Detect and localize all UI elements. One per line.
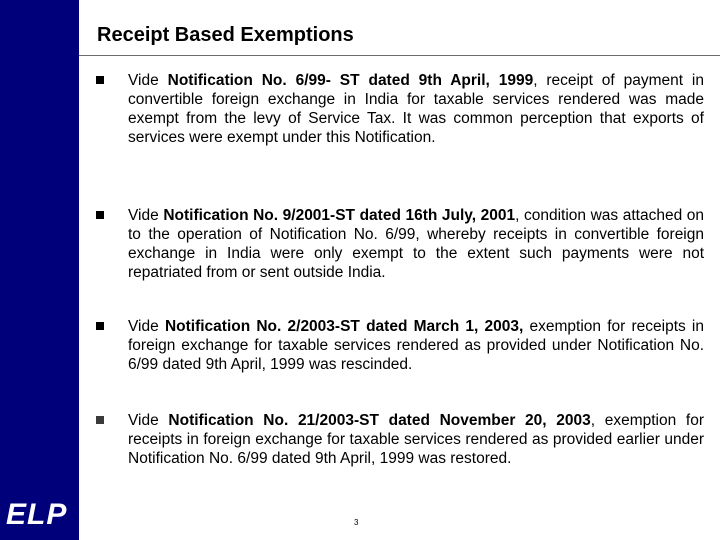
bullet-lead: Vide (128, 412, 169, 429)
square-bullet-icon (96, 211, 104, 219)
slide-title: Receipt Based Exemptions (97, 24, 354, 46)
page-number: 3 (354, 518, 359, 527)
bullet-lead: Vide (128, 318, 165, 335)
bullet-text: , exemption for receipts in foreign exchange for taxable services rendered as provided earlier under Notification No. 6/99 dated 9th April, 1999 was restored. (128, 412, 704, 467)
bullet-item (96, 71, 704, 206)
notification-reference: Notification No. 6/99- ST dated 9th April, 1999 (167, 72, 534, 89)
bullet-item (96, 317, 704, 411)
bullet-item (96, 411, 704, 491)
elp-logo: ELP (6, 498, 68, 531)
bullet-lead: Vide (128, 72, 168, 89)
bullet-list (96, 71, 704, 491)
title-divider (79, 55, 720, 56)
bullet-text: , receipt of payment in convertible foreign exchange in India for taxable services rendered was made exempt from the levy of Service Tax. It was common perception that exports of services were exempt under this Notification. (128, 72, 704, 146)
bullet-text: , condition was attached on to the operation of Notification No. 6/99, whereby receipts in convertible foreign exchange in India were only exempt to the extent such payments were not repatriated from or sent outside India. (128, 207, 704, 281)
bullet-item (96, 206, 704, 317)
side-bar (0, 0, 79, 540)
bullet-lead: Vide (128, 207, 164, 224)
notification-reference: Notification No. 21/2003-ST dated November 20, 2003 (168, 412, 591, 429)
square-bullet-icon (96, 322, 104, 330)
notification-reference: Notification No. 2/2003-ST dated March 1, 2003, (164, 318, 524, 335)
square-bullet-icon (96, 416, 104, 424)
notification-reference: Notification No. 9/2001-ST dated 16th July, 2001 (163, 207, 516, 224)
bullet-text: exemption for receipts in foreign exchange for taxable services rendered as provided under Notification No. 6/99 dated 9th April, 1999 was rescinded. (128, 318, 704, 373)
square-bullet-icon (96, 76, 104, 84)
